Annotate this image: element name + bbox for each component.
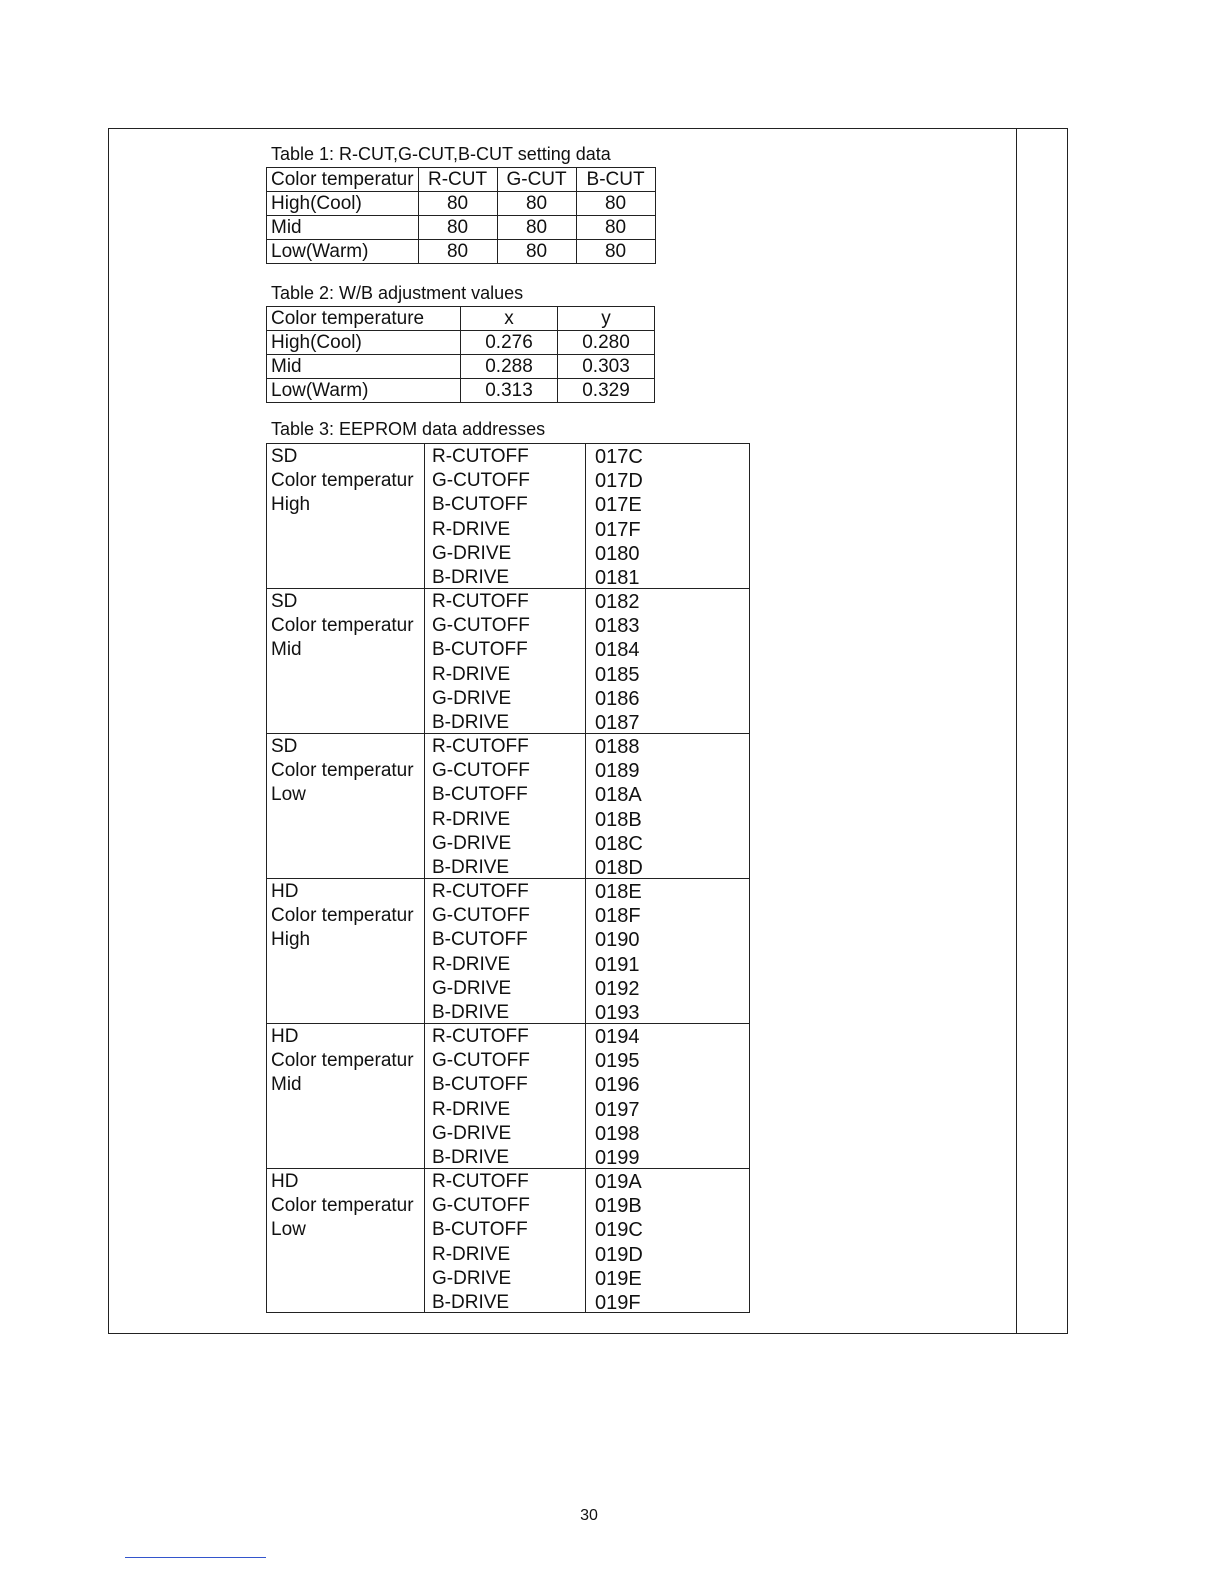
group-label-line: HD [271,1171,299,1192]
eeprom-address-table [266,443,750,1313]
register-name: R-DRIVE [432,663,511,685]
register-address: 018D [595,857,643,880]
register-name: G-DRIVE [432,687,512,709]
register-name: B-CUTOFF [432,784,528,806]
table2-caption: Table 2: W/B adjustment values [271,283,524,303]
group-label-cell [267,734,425,878]
group-label-line: Color temperatur [271,470,414,492]
header-cell: G-CUT [497,168,576,192]
group-label-line: High [271,929,311,951]
register-name: G-DRIVE [432,1122,512,1144]
register-address: 0192 [595,977,640,1000]
register-name: G-DRIVE [432,977,512,999]
register-address: 017E [595,494,642,517]
group-label-cell [267,589,425,733]
group-label-line: HD [271,1026,299,1047]
register-address: 0194 [595,1026,640,1048]
table-cell: 80 [418,192,497,216]
register-name: R-DRIVE [432,518,511,540]
table-cell: 80 [418,216,497,240]
group-label-cell [267,879,425,1023]
group-addr-cell [586,589,749,733]
table-cell: 80 [576,240,655,264]
register-name: R-DRIVE [432,953,511,975]
register-address: 019E [595,1267,642,1290]
group-label-line: Low [271,784,306,806]
register-name: R-DRIVE [432,1098,511,1120]
group-addr-cell [586,734,749,878]
table-row [267,355,655,379]
table-cell: 0.280 [558,331,655,355]
table3-caption: Table 3: EEPROM data addresses [271,419,546,439]
register-address: 0181 [595,567,640,590]
table-row [267,331,655,355]
register-address: 019A [595,1171,642,1193]
register-address: 0193 [595,1002,640,1025]
register-name: B-DRIVE [432,1292,510,1314]
table-header-row [267,307,655,331]
register-name: R-DRIVE [432,808,511,830]
group-reg-cell [425,444,586,588]
register-name: G-DRIVE [432,832,512,854]
register-address: 018B [595,808,642,831]
register-name: G-CUTOFF [432,615,530,637]
eeprom-group [267,589,749,734]
register-address: 017F [595,518,641,541]
register-name: B-CUTOFF [432,494,528,516]
register-address: 018F [595,905,641,928]
group-label-line: Color temperatur [271,905,414,927]
table-cell: Low(Warm) [267,379,461,403]
table1-caption: Table 1: R-CUT,G-CUT,B-CUT setting data [271,144,611,164]
group-reg-cell [425,1024,586,1168]
register-address: 0195 [595,1050,640,1073]
register-address: 019F [595,1292,641,1315]
group-addr-cell [586,1169,749,1315]
register-name: G-CUTOFF [432,1050,530,1072]
frame-divider [1016,129,1017,1333]
group-reg-cell [425,1169,586,1312]
header-cell: B-CUT [576,168,655,192]
register-address: 019D [595,1243,643,1266]
eeprom-group [267,734,749,879]
register-address: 0198 [595,1122,640,1145]
register-name: G-CUTOFF [432,470,530,492]
register-name: B-DRIVE [432,857,510,879]
wb-adjustment-table [266,306,655,403]
register-name: R-CUTOFF [432,446,529,467]
register-name: B-DRIVE [432,567,510,589]
table-cell: 0.313 [461,379,558,403]
group-label-line: Color temperatur [271,615,414,637]
register-address: 017C [595,446,643,468]
register-address: 0199 [595,1147,640,1170]
register-address: 0190 [595,929,640,952]
register-name: B-CUTOFF [432,1074,528,1096]
table-cell: 80 [497,216,576,240]
group-label-cell [267,1169,425,1312]
page-number: 30 [580,1507,598,1524]
group-label-line: HD [271,881,299,902]
eeprom-group [267,1169,749,1315]
register-name: G-CUTOFF [432,905,530,927]
footer-rule [125,1557,266,1558]
group-label-line: Low [271,1219,306,1241]
group-reg-cell [425,734,586,878]
register-name: R-CUTOFF [432,881,529,902]
register-name: G-DRIVE [432,1267,512,1289]
register-name: B-DRIVE [432,712,510,734]
group-reg-cell [425,589,586,733]
register-name: R-CUTOFF [432,736,529,757]
register-name: B-DRIVE [432,1002,510,1024]
register-address: 017D [595,470,643,493]
table-cell: High(Cool) [267,331,461,355]
group-reg-cell [425,879,586,1023]
table-row [267,192,656,216]
group-addr-cell [586,879,749,1023]
table-cell: 80 [576,192,655,216]
register-name: R-CUTOFF [432,1171,529,1192]
table-cell: 0.288 [461,355,558,379]
table-cell: Mid [267,355,461,379]
group-label-line: High [271,494,311,516]
register-address: 018C [595,832,643,855]
table-cell: 0.329 [558,379,655,403]
register-address: 0183 [595,615,640,638]
group-label-line: Color temperatur [271,1195,414,1217]
group-label-line: SD [271,446,298,467]
group-addr-cell [586,444,749,588]
register-address: 018E [595,881,642,903]
eeprom-group [267,879,749,1024]
register-address: 0182 [595,591,640,613]
register-address: 0185 [595,663,640,686]
header-cell: y [558,307,655,331]
register-address: 0196 [595,1074,640,1097]
header-cell: x [461,307,558,331]
register-address: 0197 [595,1098,640,1121]
header-cell: R-CUT [418,168,497,192]
group-label-line: Mid [271,639,302,661]
register-name: R-CUTOFF [432,591,529,612]
register-address: 019C [595,1219,643,1242]
register-address: 0191 [595,953,640,976]
table-cell: 80 [497,192,576,216]
group-addr-cell [586,1024,749,1168]
register-name: B-CUTOFF [432,929,528,951]
table-cell: 0.276 [461,331,558,355]
eeprom-group [267,1024,749,1169]
register-address: 0184 [595,639,640,662]
register-address: 0186 [595,687,640,710]
group-label-line: SD [271,591,298,612]
group-label-line: SD [271,736,298,757]
register-address: 0180 [595,542,640,565]
eeprom-group [267,444,749,589]
table-cell: Mid [267,216,419,240]
table-row [267,240,656,264]
register-address: 0187 [595,712,640,735]
register-address: 019B [595,1195,642,1218]
register-address: 018A [595,784,642,807]
register-name: G-CUTOFF [432,760,530,782]
group-label-line: Mid [271,1074,302,1096]
table-row [267,216,656,240]
group-label-line: Color temperatur [271,760,414,782]
table-cell: Low(Warm) [267,240,419,264]
register-name: B-DRIVE [432,1147,510,1169]
register-name: R-DRIVE [432,1243,511,1265]
table-row [267,379,655,403]
group-label-cell [267,1024,425,1168]
table-cell: High(Cool) [267,192,419,216]
table-header-row [267,168,656,192]
register-address: 0188 [595,736,640,758]
register-name: G-DRIVE [432,542,512,564]
cut-setting-table [266,167,656,264]
table-cell: 80 [497,240,576,264]
register-name: R-CUTOFF [432,1026,529,1047]
table-cell: 0.303 [558,355,655,379]
register-name: B-CUTOFF [432,1219,528,1241]
header-cell: Color temperatur [267,168,419,192]
group-label-line: Color temperatur [271,1050,414,1072]
header-cell: Color temperature [267,307,461,331]
group-label-cell [267,444,425,588]
register-address: 0189 [595,760,640,783]
table-cell: 80 [576,216,655,240]
register-name: G-CUTOFF [432,1195,530,1217]
table-cell: 80 [418,240,497,264]
register-name: B-CUTOFF [432,639,528,661]
